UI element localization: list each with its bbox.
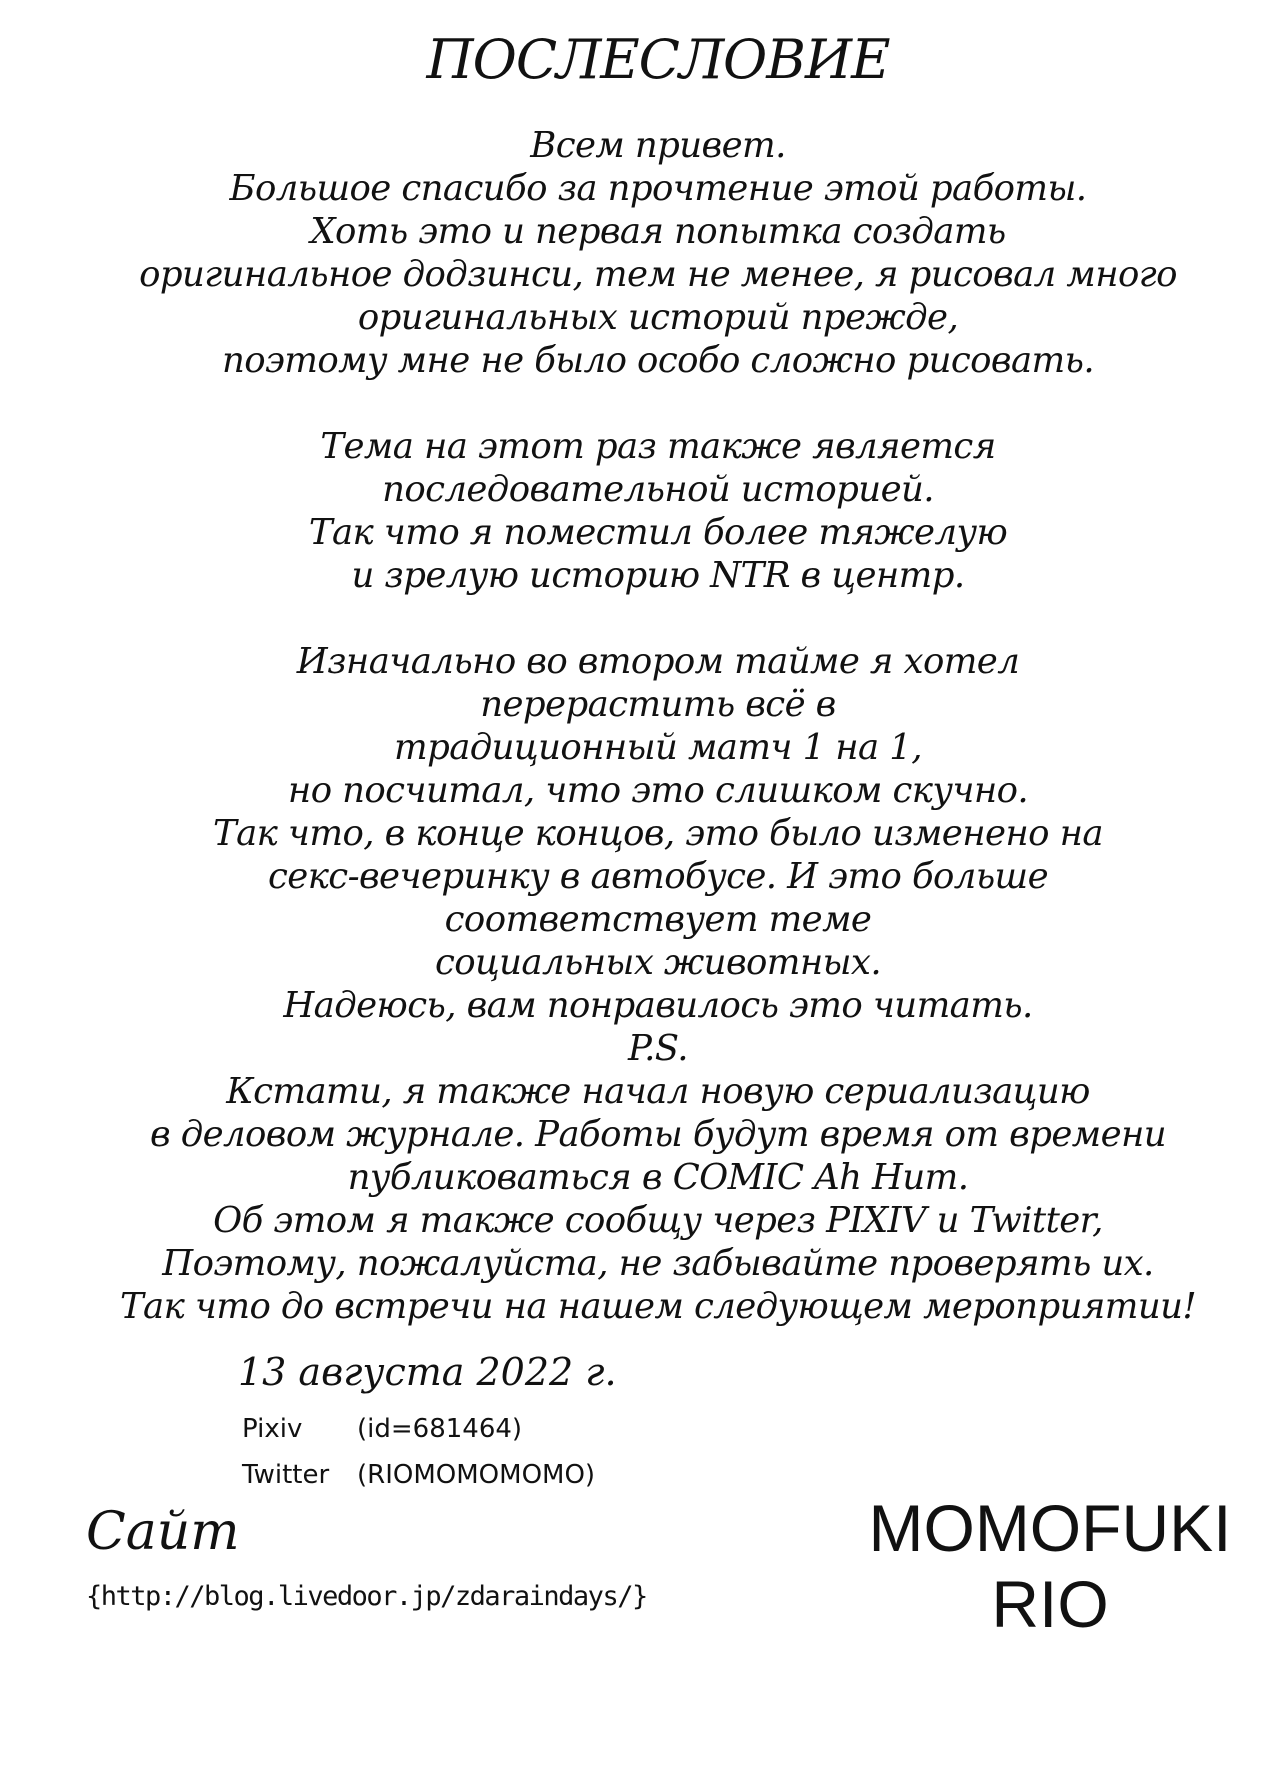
- pixiv-contact: [242, 1412, 522, 1446]
- page-title: ПОСЛЕСЛОВИЕ: [426, 28, 890, 91]
- site-heading: Сайт: [86, 1502, 240, 1562]
- body-line: социальных животных.: [434, 942, 882, 983]
- body-line: поэтому мне не было особо сложно рисовать.: [221, 340, 1095, 381]
- pixiv-label: Pixiv: [242, 1414, 303, 1444]
- afterword-date: 13 августа 2022 г.: [238, 1350, 617, 1394]
- author-name: [860, 1490, 1240, 1642]
- body-line: последовательной историей.: [382, 469, 934, 510]
- twitter-id: (RIOMOMOMOMO): [357, 1460, 596, 1490]
- twitter-contact: [242, 1458, 595, 1492]
- twitter-label: Twitter: [242, 1460, 330, 1490]
- body-line: Хоть это и первая попытка создать: [310, 211, 1006, 252]
- author-line-2: RIO: [991, 1567, 1109, 1641]
- pixiv-id: (id=681464): [357, 1414, 523, 1444]
- body-line: в деловом журнале. Работы будут время от времени: [149, 1114, 1167, 1155]
- body-line: Большое спасибо за прочтение этой работы.: [229, 168, 1087, 209]
- author-line-1: MOMOFUKI: [868, 1491, 1232, 1565]
- afterword-body: [0, 124, 1280, 1328]
- body-line: Так что я поместил более тяжелую: [308, 512, 1008, 553]
- body-line: Тема на этот раз также является: [320, 426, 996, 467]
- body-line: оригинальных историй прежде,: [357, 297, 959, 338]
- body-line: Всем привет.: [530, 125, 786, 166]
- paragraph-gap: [0, 597, 1280, 640]
- body-line: Так что, в конце концов, это было изменено на: [212, 813, 1103, 854]
- body-line: оригинальное додзинси, тем не менее, я рисовал много: [139, 254, 1177, 295]
- body-line: Так что до встречи на нашем следующем мероприятии!: [119, 1286, 1197, 1327]
- body-line: Надеюсь, вам понравилось это читать.: [283, 985, 1033, 1026]
- body-line: перерастить всё в: [480, 684, 836, 725]
- site-url: {http://blog.livedoor.jp/zdaraindays/}: [86, 1581, 647, 1612]
- body-line: но посчитал, что это слишком скучно.: [287, 770, 1029, 811]
- body-line: соответствует теме: [444, 899, 872, 940]
- body-line: Изначально во втором тайме я хотел: [296, 641, 1020, 682]
- body-line: традиционный матч 1 на 1,: [394, 727, 922, 768]
- body-line: Кстати, я также начал новую сериализацию: [226, 1071, 1090, 1112]
- body-line: публиковаться в COMIC Ah Hит.: [347, 1157, 969, 1198]
- paragraph-gap: [0, 382, 1280, 425]
- body-line: Поэтому, пожалуйста, не забывайте проверять их.: [162, 1243, 1154, 1284]
- body-line: секс-вечеринку в автобусе. И это больше: [268, 856, 1048, 897]
- body-line: P.S.: [628, 1028, 688, 1069]
- body-line: Об этом я также сообщу через PIXIV и Twitter,: [213, 1200, 1103, 1241]
- body-line: и зрелую историю NTR в центр.: [351, 555, 965, 596]
